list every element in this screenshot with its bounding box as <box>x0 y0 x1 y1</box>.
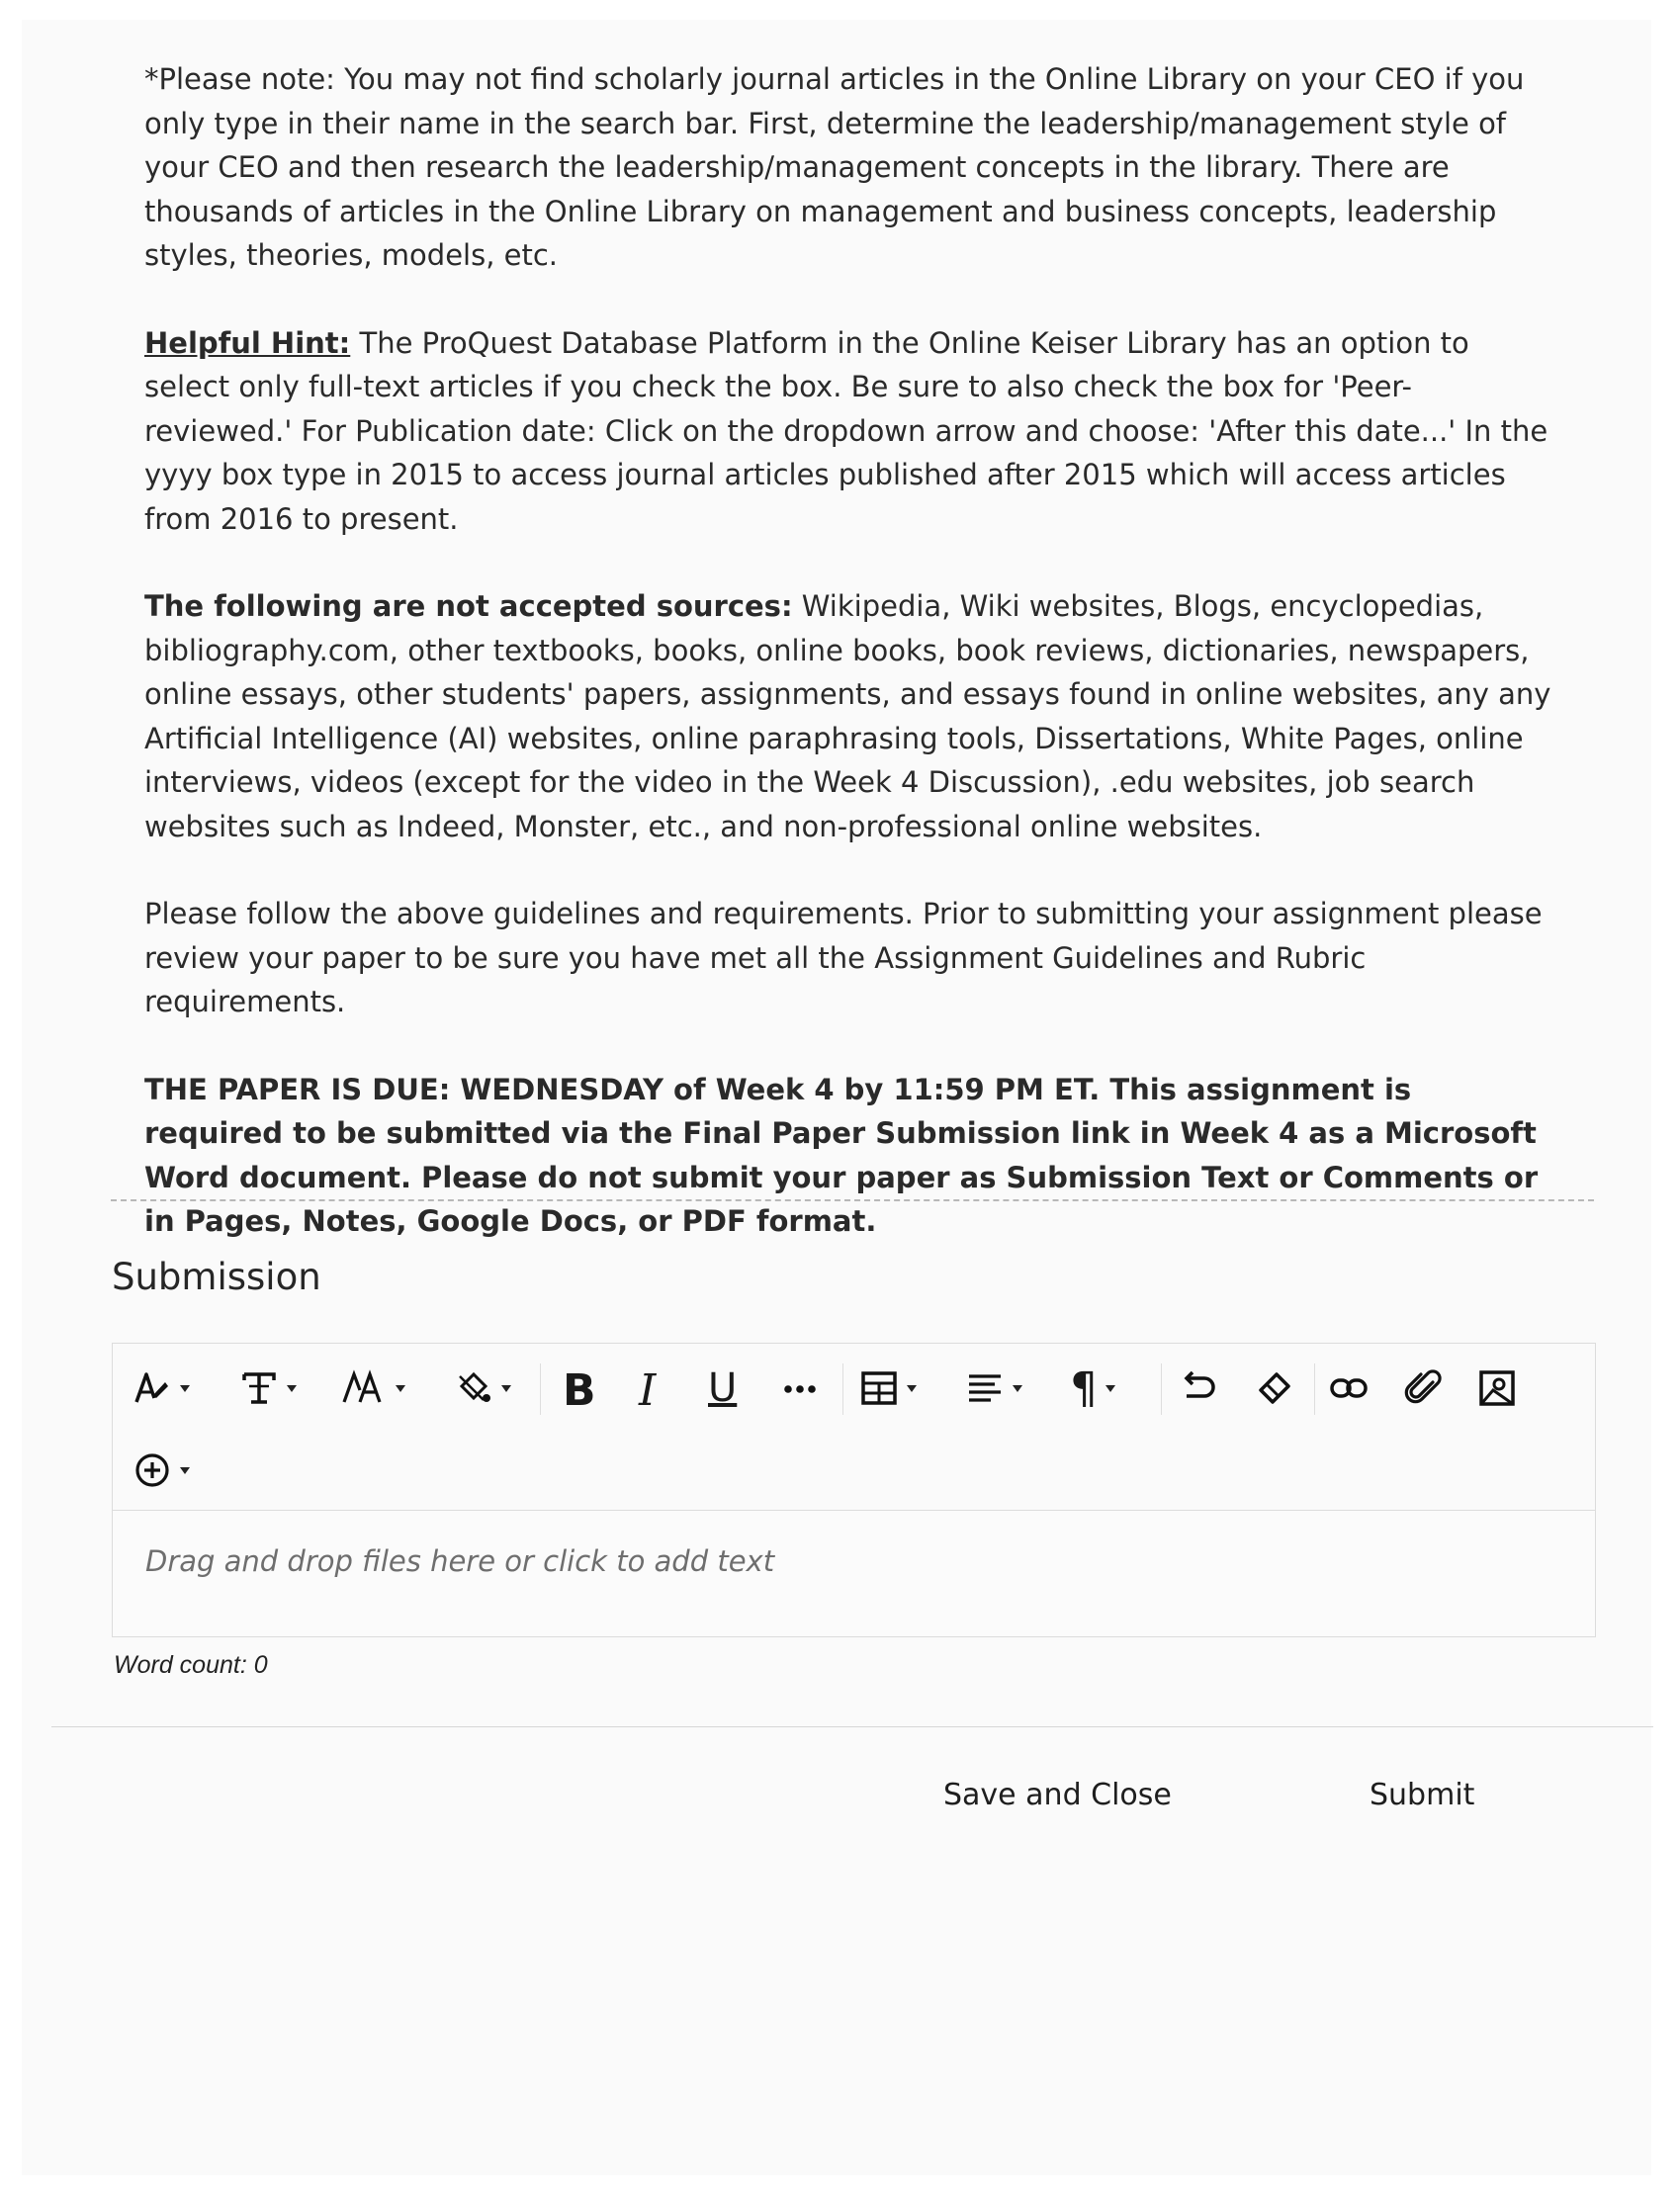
hint-paragraph <box>144 321 1558 542</box>
insert-icon <box>133 1450 172 1490</box>
clear-format-icon <box>1255 1368 1294 1408</box>
word-count: Word count: 0 <box>114 1651 268 1679</box>
section-divider <box>111 1199 1594 1201</box>
more-icon <box>782 1371 818 1407</box>
undo-icon <box>1179 1368 1218 1408</box>
chevron-down-icon <box>501 1385 511 1392</box>
submit-button[interactable]: Submit <box>1370 1778 1475 1812</box>
toolbar-separator <box>1314 1363 1315 1415</box>
clear-format-button[interactable] <box>1255 1368 1294 1408</box>
more-button[interactable] <box>782 1371 818 1407</box>
submission-editor <box>112 1343 1596 1637</box>
paragraph-button[interactable] <box>1070 1363 1115 1414</box>
toolbar-separator <box>842 1363 843 1415</box>
follow-paragraph: Please follow the above guidelines and requirements. Prior to submitting your assignment please review your paper to be sure you have met all the Assignment Guidelines and Rubric requirements. <box>144 897 1543 1018</box>
sources-paragraph <box>144 584 1558 848</box>
bold-icon: B <box>563 1365 596 1416</box>
attachment-icon <box>1403 1368 1443 1408</box>
note-paragraph: *Please note: You may not find scholarly journal articles in the Online Library on your CEO if you only type in their name in the search bar. First, determine the leadership/management style of your CEO and then research the leadership/management concepts in the library. There are thousands of articles in the Online Library on management and business concepts, leadership styles, theories, models, etc. <box>144 62 1525 272</box>
italic-icon: I <box>639 1365 657 1416</box>
sources-text: Wikipedia, Wiki websites, Blogs, encyclopedias, bibliography.com, other textbooks, books, online books, book reviews, dictionaries, newspapers, online essays, other students' papers, assignments, and essays found in online websites, any any Artificial Intelligence (AI) websites, online paraphrasing tools, Dissertations, White Pages, online interviews, videos (except for the video in the Week 4 Discussion), .edu websites, job search websites such as Indeed, Monster, etc., and non-professional online websites. <box>144 589 1551 843</box>
table-button[interactable] <box>859 1368 917 1408</box>
italic-button[interactable] <box>639 1365 656 1416</box>
save-and-close-button[interactable]: Save and Close <box>943 1778 1172 1812</box>
font-type-icon <box>239 1368 279 1408</box>
submission-heading: Submission <box>112 1256 321 1298</box>
toolbar-separator <box>1161 1363 1162 1415</box>
toolbar-separator <box>540 1363 541 1415</box>
chevron-down-icon <box>180 1385 190 1392</box>
hint-text: The ProQuest Database Platform in the Online Keiser Library has an option to select only full-text articles if you check the box. Be sure to also check the box for 'Peer-reviewed.' For Publication date: Click on the dropdown arrow and choose: 'After this date...' In the yyyy box type in 2015 to access journal articles published after 2015 which will access articles from 2016 to present. <box>144 325 1548 536</box>
text-style-icon <box>133 1368 172 1408</box>
footer-divider <box>51 1726 1653 1727</box>
font-type-button[interactable] <box>239 1368 297 1408</box>
chevron-down-icon <box>1013 1385 1022 1392</box>
editor-toolbar <box>113 1344 1595 1511</box>
insert-button[interactable] <box>133 1450 190 1490</box>
text-area-placeholder: Drag and drop files here or click to add text <box>145 1544 775 1578</box>
chevron-down-icon <box>907 1385 917 1392</box>
table-icon <box>859 1368 899 1408</box>
submission-text-area[interactable] <box>113 1511 1595 1636</box>
sources-label: The following are not accepted sources: <box>144 589 793 623</box>
hint-label: Helpful Hint: <box>144 325 351 360</box>
chevron-down-icon <box>396 1385 405 1392</box>
chevron-down-icon <box>287 1385 297 1392</box>
link-button[interactable] <box>1329 1368 1369 1408</box>
image-button[interactable] <box>1477 1368 1517 1408</box>
font-size-icon <box>342 1368 388 1408</box>
text-style-button[interactable] <box>133 1368 190 1408</box>
bold-button[interactable] <box>563 1365 596 1416</box>
attachment-button[interactable] <box>1403 1368 1443 1408</box>
chevron-down-icon <box>1105 1385 1115 1392</box>
align-button[interactable] <box>965 1368 1022 1408</box>
underline-button[interactable] <box>708 1365 737 1411</box>
font-size-button[interactable] <box>342 1368 405 1408</box>
align-icon <box>965 1368 1005 1408</box>
paragraph-icon: ¶ <box>1070 1363 1098 1414</box>
chevron-down-icon <box>180 1467 190 1474</box>
link-icon <box>1329 1368 1369 1408</box>
highlight-color-button[interactable] <box>454 1368 511 1408</box>
image-icon <box>1477 1368 1517 1408</box>
underline-icon: U <box>708 1365 738 1411</box>
due-date-paragraph: THE PAPER IS DUE: WEDNESDAY of Week 4 by 11:59 PM ET. This assignment is required to be submitted via the Final Paper Submission link in Week 4 as a Microsoft Word document. Please do not submit your paper as Submission Text or Comments or in Pages, Notes, Google Docs, or PDF format. <box>144 1072 1539 1238</box>
undo-button[interactable] <box>1179 1368 1218 1408</box>
highlight-color-icon <box>454 1368 493 1408</box>
assignment-instructions <box>144 57 1558 1287</box>
